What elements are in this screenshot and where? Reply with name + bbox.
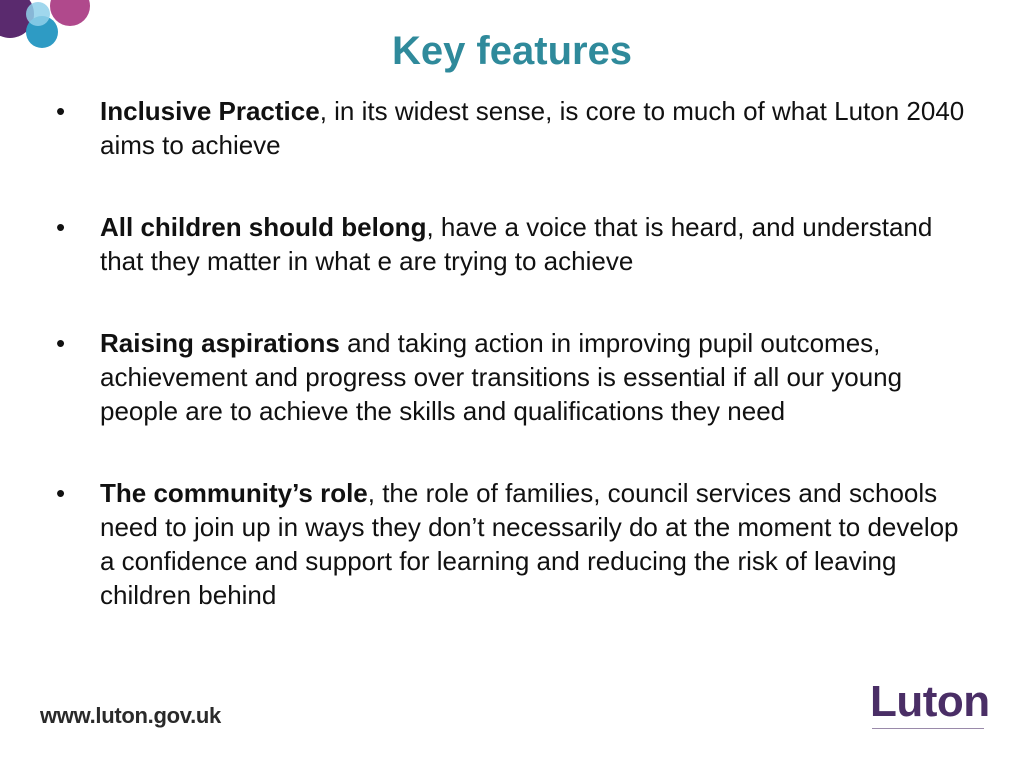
logo-circle-lightblue xyxy=(26,2,50,26)
bullet-marker: • xyxy=(56,96,66,126)
bullet-marker: • xyxy=(56,328,66,358)
bullet-text: and taking action in improving pupil outcomes, achievement and progress over transitions is essential if all our young people are to achieve the skills and qualifications they need xyxy=(100,328,903,426)
brand-underline xyxy=(872,728,984,729)
bullet-item xyxy=(56,210,976,278)
bullet-heading: Inclusive Practice xyxy=(100,96,320,126)
logo-circle-pink xyxy=(50,0,90,26)
bullet-item xyxy=(56,326,976,428)
bullet-text: , have a voice that is heard, and understand that they matter in what e are trying to achieve xyxy=(100,212,933,276)
bullet-marker: • xyxy=(56,212,66,242)
bullet-item xyxy=(56,476,976,612)
website-url: www.luton.gov.uk xyxy=(40,703,221,728)
slide-title: Key features xyxy=(391,29,633,73)
bullet-heading: The community’s role xyxy=(100,478,368,508)
bullet-list xyxy=(56,94,976,660)
bullet-marker: • xyxy=(56,478,66,508)
bullet-item xyxy=(56,94,976,162)
luton-brand-logo: Luton xyxy=(870,677,990,726)
bullet-heading: All children should belong xyxy=(100,212,427,242)
bullet-heading: Raising aspirations xyxy=(100,328,340,358)
bullet-text: , the role of families, council services and schools need to join up in ways they don’t necessarily do at the moment to develop a confidence and support for learning and reducing the risk of leaving children behind xyxy=(100,478,959,610)
bullet-text: , in its widest sense, is core to much of what Luton 2040 aims to achieve xyxy=(100,96,965,160)
